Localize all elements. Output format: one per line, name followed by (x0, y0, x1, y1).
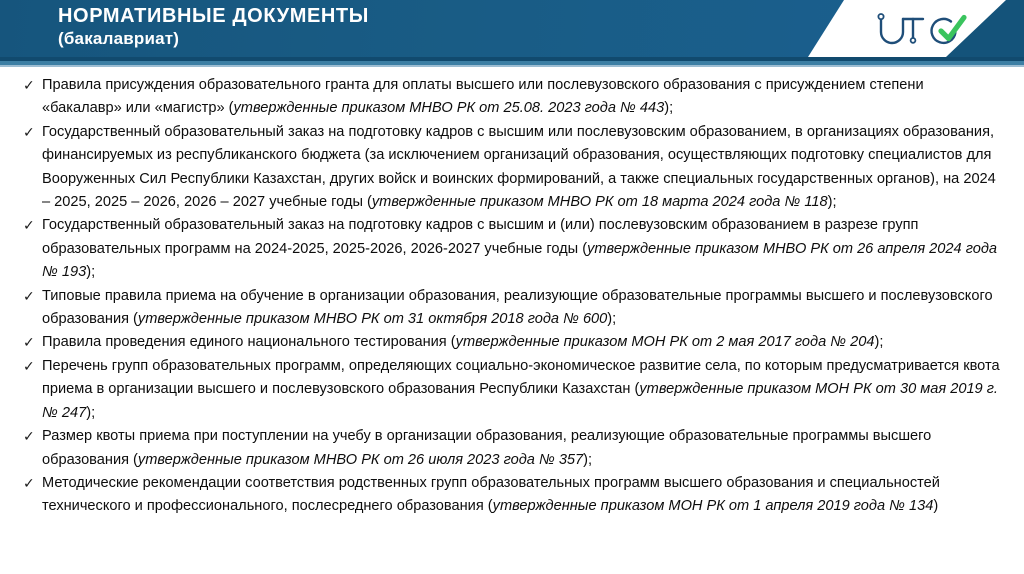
document-text-tail: ); (874, 334, 884, 351)
document-text-tail: ); (664, 100, 674, 117)
document-order-reference: утвержденные приказом МНВО РК от 25.08. 2023 года № 443 (233, 100, 665, 117)
document-order-reference: утвержденные приказом МОН РК от 1 апреля 2019 года № 134 (492, 498, 934, 515)
document-text: Типовые правила приема на обучение в организации образования, реализующие образовательные программы высшего и послевузовского образования ( (42, 287, 993, 328)
document-text: Государственный образовательный заказ на подготовку кадров с высшим и (или) послевузовским образованием в разрезе групп образовательных программ на 2024-2025, 2025-2026, 2026-2027 учебные годы ( (42, 217, 919, 257)
document-text: Методические рекомендации соответствия родственных групп образовательных программ высшего образования и специальностей технического и профессионального, послесреднего образования ( (42, 474, 940, 515)
check-icon: ✓ (23, 474, 35, 491)
list-item (22, 355, 1006, 425)
document-order-reference: утвержденные приказом МНВО РК от 31 октября 2018 года № 600 (137, 311, 608, 328)
document-order-reference: утвержденные приказом МОН РК от 30 мая 2019 г. № 247 (42, 381, 998, 421)
document-order-reference: утвержденные приказом МНВО РК от 26 апреля 2024 года № 193 (42, 240, 998, 281)
page-title-subtitle: (бакалавриат) (58, 29, 180, 49)
check-icon: ✓ (23, 77, 35, 93)
page-title-main: НОРМАТИВНЫЕ ДОКУМЕНТЫ (58, 5, 369, 27)
regulatory-documents-list (22, 74, 1006, 519)
utc-logo (872, 8, 976, 50)
document-body (0, 67, 1024, 519)
document-text-tail: ); (827, 194, 837, 211)
list-item (22, 425, 1006, 472)
document-text-tail: ) (933, 498, 939, 515)
list-item (22, 285, 1006, 332)
check-icon: ✓ (23, 217, 35, 234)
check-icon: ✓ (23, 357, 35, 374)
document-text-tail: ); (86, 404, 96, 421)
check-icon: ✓ (23, 287, 35, 304)
document-text-tail: ); (583, 451, 593, 468)
page-title (58, 5, 369, 48)
document-order-reference: утвержденные приказом МНВО РК от 18 марта 2024 года № 118 (371, 194, 828, 211)
list-item (22, 331, 1006, 354)
document-order-reference: утвержденные приказом МОН РК от 2 мая 2017 года № 204 (455, 334, 875, 351)
check-icon: ✓ (23, 334, 35, 351)
document-text-tail: ); (86, 264, 96, 281)
document-text: Правила присуждения образовательного гранта для оплаты высшего или послевузовского образования с присуждением степени «бакалавр» или «магистр» ( (42, 77, 924, 117)
list-item (22, 121, 1006, 215)
document-order-reference: утвержденные приказом МНВО РК от 26 июля 2023 года № 357 (137, 451, 584, 468)
page-header-banner (0, 0, 1024, 57)
document-text-tail: ); (607, 311, 617, 328)
list-item (22, 472, 1006, 519)
document-text: Размер квоты приема при поступлении на учебу в организации образования, реализующие образовательные программы высшего образования ( (42, 428, 932, 468)
check-icon: ✓ (23, 428, 35, 445)
document-text: Перечень групп образовательных программ, определяющих социально-экономическое развитие села, по которым предусматривается квота приема в организации высшего и послевузовского образования Республики Казахстан ( (42, 357, 1000, 398)
list-item (22, 74, 1006, 121)
document-text: Правила проведения единого национального тестирования ( (42, 334, 456, 351)
list-item (22, 214, 1006, 284)
document-text: Государственный образовательный заказ на подготовку кадров с высшим или послевузовским образованием, в организациях образования, финансируемых из республиканского бюджета (за исключением организаций образования, осуществляющих подготовку специалистов для Вооруженных Сил Республики Казахстан, других войск и воинских формирований, а также специальных государственных органов), на 2024 – 2025, 2025 – 2026, 2026 – 2027 учебные годы ( (42, 123, 996, 211)
check-icon: ✓ (23, 123, 35, 140)
